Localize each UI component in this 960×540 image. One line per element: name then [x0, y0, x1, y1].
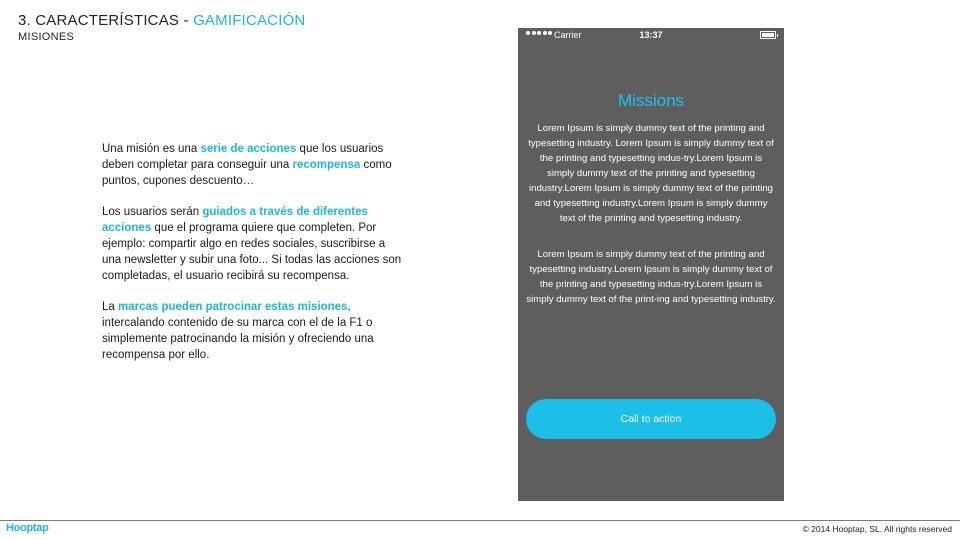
slide-title-main: 3. CARACTERÍSTICAS - — [18, 12, 194, 29]
missions-description-2: Lorem Ipsum is simply dummy text of the printing and typesetting industry.Lorem Ipsum is simply dummy text of the printing and typesetting indus-try.Lorem Ipsum is simply dummy text of the print-ing and typesetting industry. — [526, 249, 776, 305]
p1-text-a: Una misión es una — [102, 143, 201, 155]
slide-title-accent: GAMIFICACIÓN — [193, 12, 306, 29]
hooptap-logo: Hooptap — [6, 522, 49, 534]
p1-text-c: que los usuarios deben completar para conseguir una — [102, 143, 384, 171]
paragraph-2 — [102, 204, 404, 284]
slide-subtitle: MISIONES — [18, 31, 75, 43]
status-time: 13:37 — [639, 30, 663, 40]
p2-text-a: Los usuarios serán — [102, 206, 203, 218]
battery-icon — [760, 31, 776, 39]
missions-title: Missions — [617, 91, 685, 110]
footer-divider — [0, 520, 960, 521]
carrier-label: Carrier — [554, 30, 582, 40]
p3-highlight-b: marcas pueden patrocinar estas misiones, — [118, 301, 351, 313]
p3-text-c: intercalando contenido de su marca con el de la F1 o simplemente patrocinando la misión y ofreciendo una recompensa por ello. — [102, 317, 374, 361]
p1-highlight-d: recompensa — [292, 159, 361, 171]
p3-text-a: La — [102, 301, 118, 313]
slide-title — [18, 12, 305, 29]
p2-highlight-b: guiados a través de diferentes acciones — [102, 206, 368, 234]
phone-mockup — [518, 28, 784, 501]
p1-text-e: como puntos, cupones descuento… — [102, 159, 392, 187]
missions-description-1: Lorem Ipsum is simply dummy text of the printing and typesetting industry. Lorem Ipsum is simply dummy text of the printing and typesetting indus-try.Lorem Ipsum is simply dummy text of the printing and typesetting industry.Lorem Ipsum is simply dummy text of the printing and typesetting industry.Lorem Ipsum is simply dummy text of the printing and typesetting industry. — [528, 123, 774, 224]
paragraph-1 — [102, 141, 404, 189]
p1-highlight-b: serie de acciones — [200, 143, 297, 155]
p2-text-c: que el programa quiere que completen. Por ejemplo: compartir algo en redes sociales, suscribirse a una newsletter y subir una foto... Si todas las acciones son completadas, el usuario recibirá su recompensa. — [102, 222, 402, 282]
status-bar — [518, 28, 784, 44]
copyright-text: © 2014 Hooptap, SL. All rights reserved — [802, 524, 952, 534]
call-to-action-button[interactable]: Call to action — [526, 399, 776, 439]
description-text — [102, 141, 404, 378]
paragraph-3 — [102, 299, 404, 363]
